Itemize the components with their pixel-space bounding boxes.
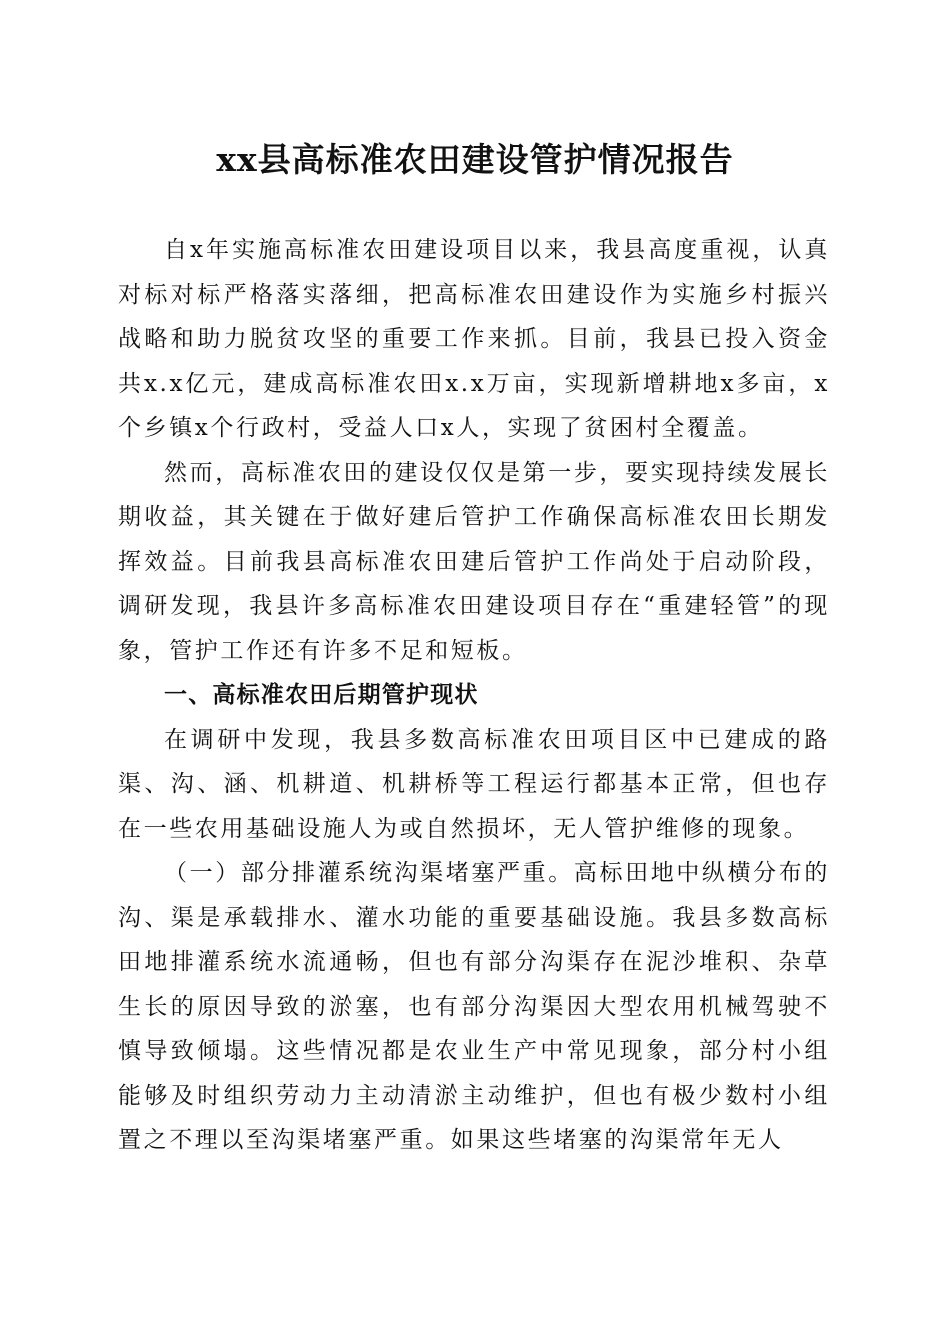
subsection-lead: （一）部分排灌系统沟渠堵塞严重。 bbox=[164, 860, 574, 886]
intro-paragraph: 自x年实施高标准农田建设项目以来，我县高度重视，认真对标对标严格落实落细，把高标准农田建设作为实施乡村振兴战略和助力脱贫攻坚的重要工作来抓。目前，我县已投入资金共x.x亿元，建成高标准农田x.x万亩，实现新增耕地x多亩，x个乡镇x个行政村，受益人口x人，实现了贫困村全覆盖。 bbox=[118, 237, 830, 441]
document-body bbox=[118, 228, 830, 1163]
subsection-paragraph bbox=[118, 851, 830, 1163]
document-title: xx县高标准农田建设管护情况报告 bbox=[216, 140, 734, 179]
section-paragraph: 在调研中发现，我县多数高标准农田项目区中已建成的路渠、沟、涵、机耕道、机耕桥等工程运行都基本正常，但也存在一些农用基础设施人为或自然损坏，无人管护维修的现象。 bbox=[118, 726, 830, 842]
subsection-text: 高标田地中纵横分布的沟、渠是承载排水、灌水功能的重要基础设施。我县多数高标田地排灌系统水流通畅，但也有部分沟渠存在泥沙堆积、杂草生长的原因导致的淤塞，也有部分沟渠因大型农用机械驾驶不慎导致倾塌。这些情况都是农业生产中常见现象，部分村小组能够及时组织劳动力主动清淤主动维护，但也有极少数村小组置之不理以至沟渠堵塞严重。如果这些堵塞的沟渠常年无人 bbox=[118, 860, 830, 1153]
section-heading: 一、高标准农田后期管护现状 bbox=[164, 682, 479, 708]
problem-paragraph: 然而，高标准农田的建设仅仅是第一步，要实现持续发展长期收益，其关键在于做好建后管护工作确保高标准农田长期发挥效益。目前我县高标准农田建后管护工作尚处于启动阶段，调研发现，我县许多高标准农田建设项目存在“重建轻管”的现象，管护工作还有许多不足和短板。 bbox=[118, 459, 830, 664]
